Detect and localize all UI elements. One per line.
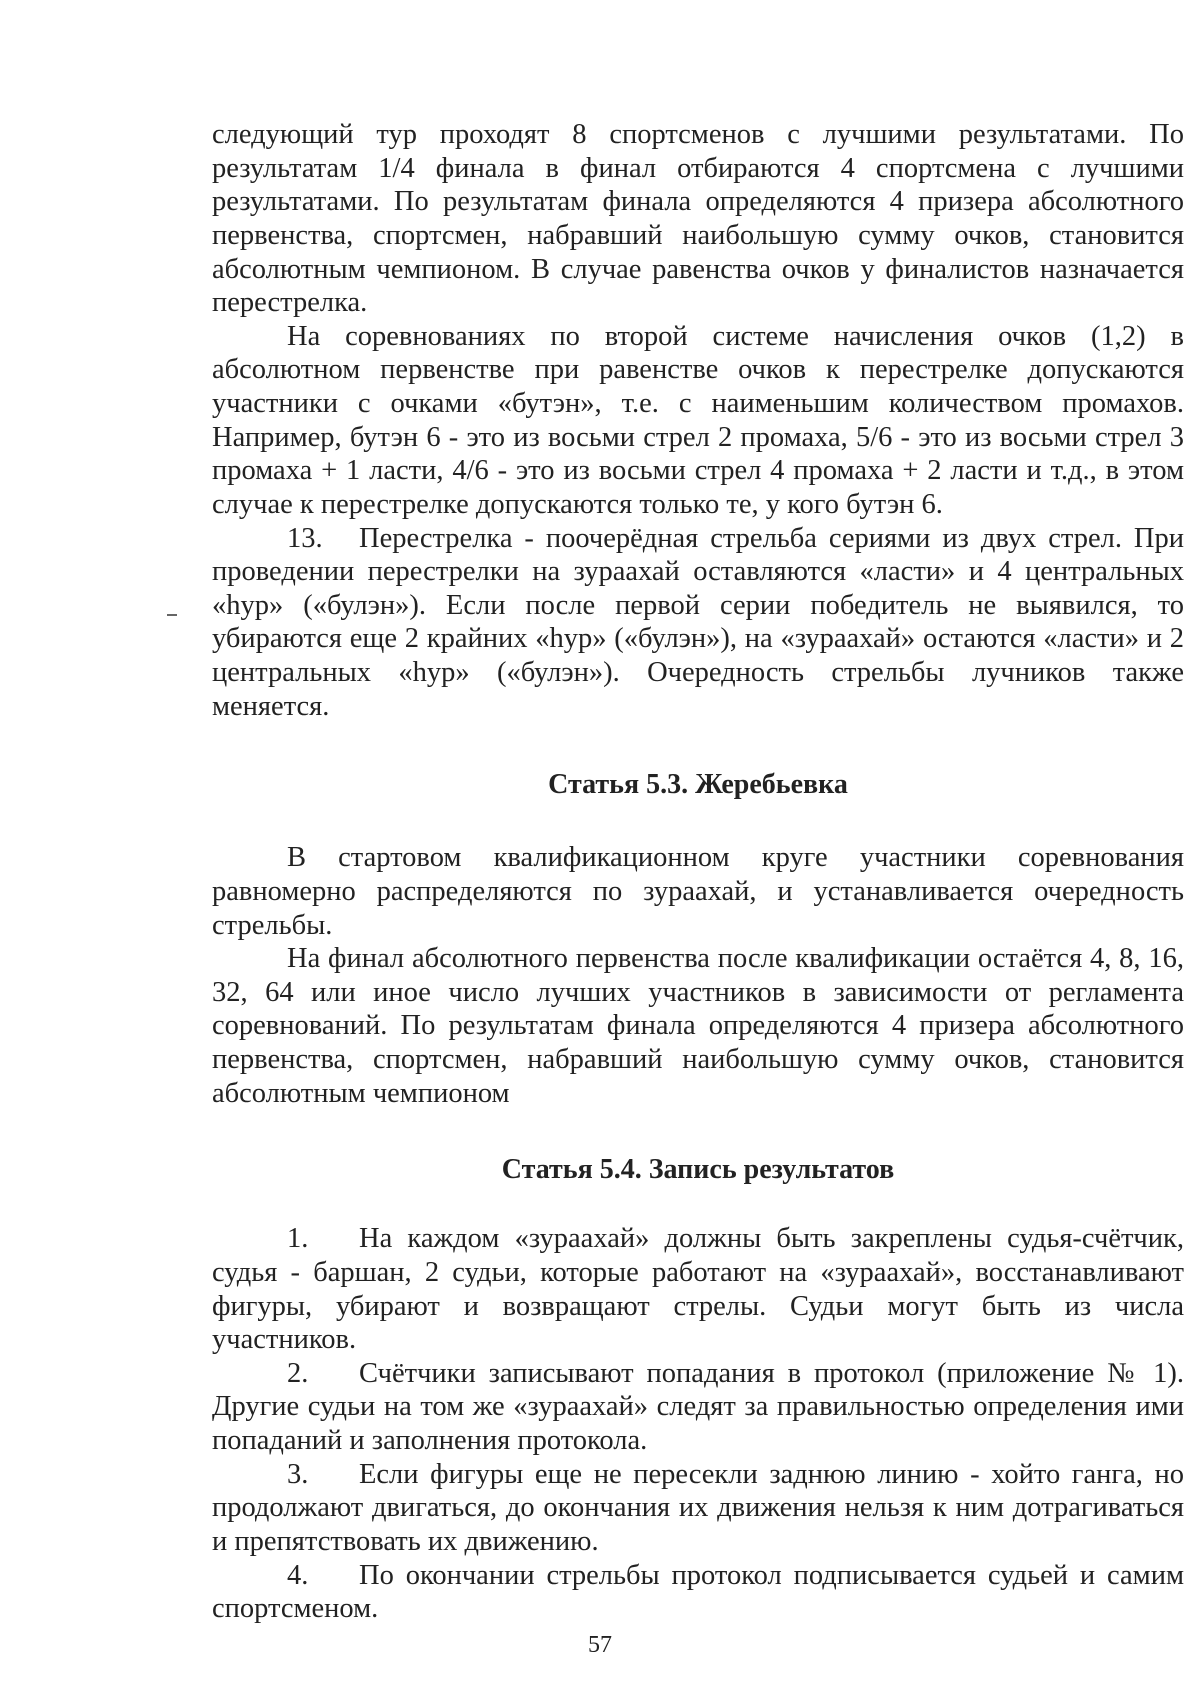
item-text: По окончании стрельбы протокол подписывается судьей и самим спортсменом. (212, 1559, 1184, 1625)
section-heading-5-4: Статья 5.4. Запись результатов (501, 1154, 895, 1186)
numbered-item-2 (212, 1357, 1184, 1458)
item-text: Счётчики записывают попадания в протокол (приложение № 1). Другие судьи на том же «зураахай» следят за правильностью определения ими попаданий и заполнения протокола. (212, 1357, 1184, 1457)
numbered-item-1 (212, 1222, 1184, 1357)
item-text: Если фигуры еще не пересекли заднюю линию - хойто ганга, но продолжают двигаться, до окончания их движения нельзя к ним дотрагиваться и препятствовать их движению. (212, 1458, 1184, 1557)
page-number: 57 (588, 1632, 612, 1658)
item-number: 3. (287, 1458, 309, 1490)
item-text: На каждом «зураахай» должны быть закреплены судья-счётчик, судья - баршан, 2 судьи, которые работают на «зураахай», восстанавливают фигуры, убирают и возвращают стрелы. Судьи могут быть из числа участников. (212, 1223, 1184, 1356)
numbered-item-13 (212, 522, 1184, 724)
paragraph-buten: На соревнованиях по второй системе начисления очков (1,2) в абсолютном первенстве при равенстве очков к перестрелке допускаются участники с очками «бутэн», т.е. с наименьшим количеством промахов. Например, бутэн 6 - это из восьми стрел 2 промаха, 5/6 - это из восьми стрел 3 промаха + 1 ласти, 4/6 - это из восьми стрел 4 промаха + 2 ласти и т.д., в этом случае к перестрелке допускаются только те, у кого бутэн 6. (212, 320, 1184, 520)
item-number: 13. (287, 522, 323, 554)
numbered-item-3 (212, 1458, 1184, 1559)
item-number: 4. (287, 1559, 309, 1591)
item-number: 1. (287, 1223, 309, 1255)
paragraph-draw-1: В стартовом квалификационном круге участники соревнования равномерно распределяются по зураахай, и устанавливается очередность стрельбы. (212, 842, 1184, 941)
section-heading-5-3: Статья 5.3. Жеребьевка (548, 769, 848, 801)
page-content (212, 118, 1184, 1626)
paragraph-continuation: следующий тур проходят 8 спортсменов с лучшими результатами. По результатам 1/4 финала в финал отбираются 4 спортсмена с лучшими результатами. По результатам финала определяются 4 призера абсолютного первенства, спортсмен, набравший наибольшую сумму очков, становится абсолютным чемпионом. В случае равенства очков у финалистов назначается перестрелка. (212, 119, 1184, 319)
item-number: 2. (287, 1357, 309, 1389)
numbered-item-4 (212, 1559, 1184, 1626)
margin-mark (167, 614, 177, 616)
item-text: Перестрелка - поочерёдная стрельба сериями из двух стрел. При проведении перестрелки на зураахай оставляются «ласти» и 4 центральных «һур» («булэн»). Если после первой серии победитель не выявился, то убираются еще 2 крайних «һур» («булэн»), на «зураахай» остаются «ласти» и 2 центральных «һур» («булэн»). Очередность стрельбы лучников также меняется. (212, 522, 1184, 722)
paragraph-draw-2: На финал абсолютного первенства после квалификации остаётся 4, 8, 16, 32, 64 или иное число лучших участников в зависимости от регламента соревнований. По результатам финала определяются 4 призера абсолютного первенства, спортсмен, набравший наибольшую сумму очков, становится абсолютным чемпионом (212, 943, 1184, 1109)
